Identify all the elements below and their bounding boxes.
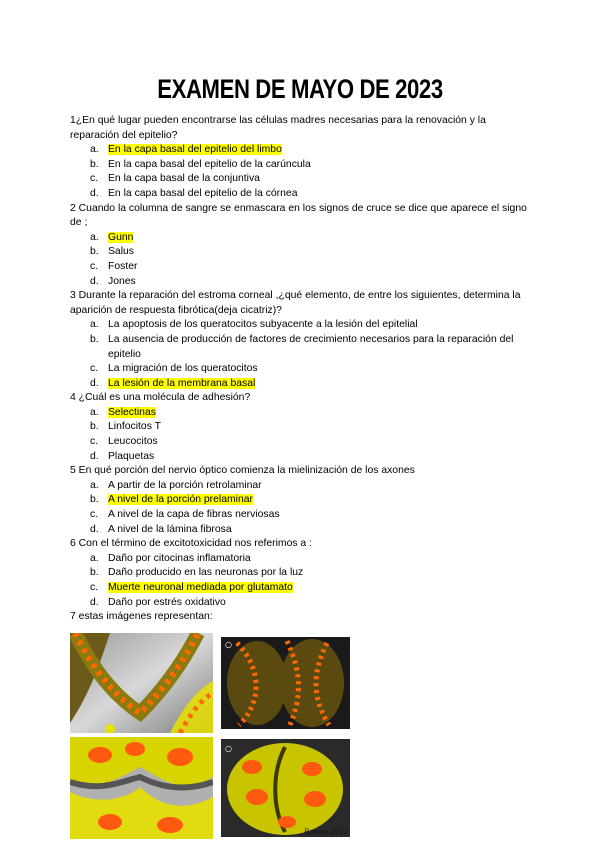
question-text: 7 estas imágenes representan: xyxy=(70,611,213,623)
option-text: Daño producido en las neuronas por la luz xyxy=(108,567,304,579)
option-text: A nivel de la capa de fibras nerviosas xyxy=(108,509,280,521)
question-7 xyxy=(70,610,535,625)
answer-option xyxy=(70,318,535,333)
option-letter: a. xyxy=(90,552,99,564)
answer-option xyxy=(70,435,535,450)
question-list xyxy=(70,114,535,625)
question-text: 6 Con el término de excitotoxicidad nos referimos a : xyxy=(70,538,312,550)
micrograph-panel-top-left xyxy=(70,633,213,733)
option-letter: b. xyxy=(90,158,99,170)
question-text: 3 Durante la reparación del estroma corneal ,¿qué elemento, de entre los siguientes, determina la aparición de respuesta fibrótica(deja cicatriz)? xyxy=(70,290,521,316)
question-text: 5 En qué porción del nervio óptico comienza la mielinización de los axones xyxy=(70,465,415,477)
option-text: La ausencia de producción de factores de crecimiento necesarios para la reparación del epitelio xyxy=(108,333,514,360)
option-letter: c. xyxy=(90,509,99,521)
option-letter: c. xyxy=(90,260,99,272)
option-letter: b. xyxy=(90,246,99,258)
question-2 xyxy=(70,202,535,290)
micrograph-panel-bottom-left xyxy=(70,737,213,839)
answer-option xyxy=(70,377,535,392)
option-letter: a. xyxy=(90,319,99,331)
option-text-highlighted: Muerte neuronal mediada por glutamato xyxy=(108,582,293,593)
option-text-highlighted: Selectinas xyxy=(108,406,156,418)
question-1 xyxy=(70,114,535,202)
question-3 xyxy=(70,289,535,391)
option-text: Plaquetas xyxy=(108,450,155,462)
answer-option xyxy=(70,158,535,173)
answer-option xyxy=(70,231,535,246)
answer-option xyxy=(70,552,535,567)
answer-option xyxy=(70,596,535,611)
answer-option xyxy=(70,523,535,538)
answer-option xyxy=(70,143,535,158)
option-letter: b. xyxy=(90,567,99,579)
answer-option xyxy=(70,479,535,494)
option-letter: d. xyxy=(90,377,99,389)
option-letter: b. xyxy=(90,421,99,433)
answer-option xyxy=(70,406,535,421)
option-letter: a. xyxy=(90,406,99,418)
answer-option xyxy=(70,275,535,290)
option-letter: a. xyxy=(90,144,99,156)
option-text: Linfocitos T xyxy=(108,421,161,433)
question-text: 4 ¿Cuál es una molécula de adhesión? xyxy=(70,392,251,404)
exam-title: EXAMEN DE MAYO DE 2023 xyxy=(157,74,443,104)
option-text: En la capa basal del epitelio de la carúncula xyxy=(108,158,311,170)
svg-text:○: ○ xyxy=(225,640,232,649)
question-text: 1¿En qué lugar pueden encontrarse las células madres necesarias para la renovación y la reparación del epitelio? xyxy=(70,115,486,141)
option-letter: d. xyxy=(90,523,99,535)
option-letter: d. xyxy=(90,187,99,199)
option-text: A partir de la porción retrolaminar xyxy=(108,479,262,491)
option-text-highlighted: En la capa basal del epitelio del limbo xyxy=(108,144,282,156)
option-letter: d. xyxy=(90,275,99,287)
option-text-highlighted: Gunn xyxy=(108,231,134,243)
answer-option xyxy=(70,508,535,523)
answer-option xyxy=(70,420,535,435)
option-letter: d. xyxy=(90,450,99,462)
answer-option xyxy=(70,566,535,581)
answer-option xyxy=(70,450,535,465)
microscopy-figure xyxy=(70,633,354,839)
option-letter: a. xyxy=(90,231,99,243)
option-text-highlighted: A nivel de la porción prelaminar xyxy=(108,494,253,506)
option-text: Salus xyxy=(108,246,134,258)
option-letter: c. xyxy=(90,436,99,448)
option-text-highlighted: La lesión de la membrana basal xyxy=(108,377,256,389)
option-text: La apoptosis de los queratocitos subyacente a la lesión del epitelial xyxy=(108,319,418,331)
option-letter: c. xyxy=(90,363,99,375)
option-text: Foster xyxy=(108,260,138,272)
answer-option xyxy=(70,581,535,596)
answer-option xyxy=(70,245,535,260)
answer-option xyxy=(70,362,535,377)
micrograph-panel-bottom-right xyxy=(217,737,354,839)
option-letter: a. xyxy=(90,479,99,491)
option-text: A nivel de la lámina fibrosa xyxy=(108,523,232,535)
question-6 xyxy=(70,537,535,610)
option-letter: b. xyxy=(90,333,99,345)
option-text: En la capa basal del epitelio de la córnea xyxy=(108,187,298,199)
option-letter: c. xyxy=(90,582,99,593)
answer-option xyxy=(70,333,535,362)
question-text: 2 Cuando la columna de sangre se enmascara en los signos de cruce se dice que aparece el signo de ; xyxy=(70,202,527,229)
figure-signature: Ramos 2013 xyxy=(303,828,348,836)
option-letter: d. xyxy=(90,596,99,608)
option-text: Daño por citocinas inflamatoria xyxy=(108,552,251,564)
svg-text:○: ○ xyxy=(225,744,232,753)
option-text: La migración de los queratocitos xyxy=(108,363,258,375)
question-4 xyxy=(70,391,535,464)
answer-option xyxy=(70,187,535,202)
micrograph-panel-top-right xyxy=(217,633,354,733)
option-text: Daño por estrés oxidativo xyxy=(108,596,226,608)
answer-option xyxy=(70,172,535,187)
option-text: Leucocitos xyxy=(108,436,158,448)
option-letter: b. xyxy=(90,494,99,506)
answer-option xyxy=(70,493,535,508)
question-5 xyxy=(70,464,535,537)
option-letter: c. xyxy=(90,173,99,185)
option-text: En la capa basal de la conjuntiva xyxy=(108,173,260,185)
answer-option xyxy=(70,260,535,275)
option-text: Jones xyxy=(108,275,136,287)
